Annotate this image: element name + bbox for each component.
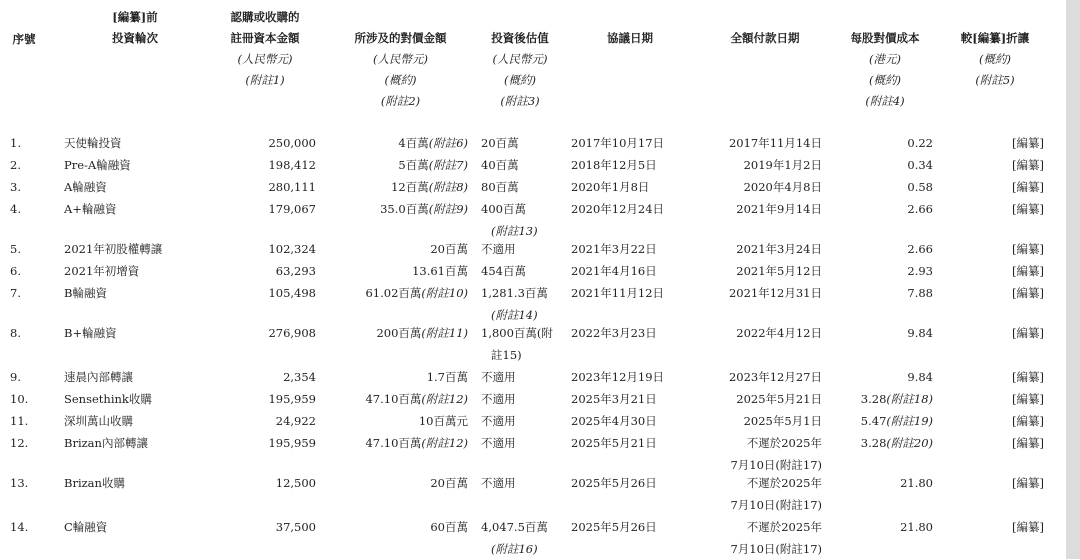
row-seq: 4. [10, 202, 21, 216]
cost-value: 3.28 [860, 436, 887, 450]
row-round: B輪融資 [64, 286, 107, 300]
row-seq: 1. [10, 136, 21, 150]
header-line: (概約) [979, 52, 1011, 66]
row-consideration [330, 472, 468, 494]
cost-value: 5.47 [860, 414, 887, 428]
row-round: C輪融資 [64, 520, 108, 534]
row-agreement-date: 2020年1月8日 [571, 180, 650, 194]
row-cost-per-share [820, 322, 933, 344]
cost-value: 2.66 [907, 202, 933, 216]
row-discount: [編纂] [1012, 392, 1044, 406]
row-agreement-date: 2025年5月21日 [571, 436, 657, 450]
row-discount: [編纂] [1012, 264, 1044, 278]
row-round: A輪融資 [64, 180, 107, 194]
header-consideration [333, 28, 468, 112]
consideration-value: 5百萬 [398, 158, 429, 172]
header-line: 全額付款日期 [730, 31, 800, 45]
cost-value: 2.66 [907, 242, 933, 256]
row-valuation: (附註16) [491, 542, 538, 556]
header-line: (人民幣元) [237, 52, 293, 66]
row-agreement-date: 2020年12月24日 [571, 202, 665, 216]
cost-note: (附註18) [886, 392, 933, 406]
row-valuation: 454百萬 [481, 264, 526, 278]
header-line: (附註3) [500, 94, 540, 108]
consideration-note: (附註7) [428, 158, 468, 172]
row-payment-date: 不遲於2025年 [746, 436, 822, 450]
row-capital: 12,500 [275, 476, 316, 490]
header-line: 所涉及的對價金額 [354, 31, 447, 45]
row-payment-date: 7月10日(附註17) [730, 458, 822, 472]
row-consideration [330, 516, 468, 538]
cost-value: 3.28 [860, 392, 887, 406]
row-agreement-date: 2025年5月26日 [571, 520, 657, 534]
row-agreement-date: 2021年3月22日 [571, 242, 657, 256]
row-consideration [330, 432, 468, 454]
row-consideration [330, 260, 468, 282]
row-discount: [編纂] [1012, 158, 1044, 172]
header-line: (人民幣元) [373, 52, 428, 66]
row-agreement-date: 2017年10月17日 [571, 136, 665, 150]
row-consideration [330, 322, 468, 344]
row-consideration [330, 238, 468, 260]
consideration-note: (附註12) [421, 436, 468, 450]
row-round: Sensethink收購 [64, 392, 152, 406]
row-agreement-date: 2025年4月30日 [571, 414, 657, 428]
row-seq: 8. [10, 326, 21, 340]
consideration-value: 35.0百萬 [380, 202, 429, 216]
row-round: 天使輪投資 [64, 136, 122, 150]
row-round: Brizan收購 [64, 476, 125, 490]
cost-note: (附註20) [886, 436, 933, 450]
header-line: (附註5) [975, 73, 1015, 87]
row-valuation: 不適用 [481, 436, 516, 450]
row-round: A+輪融資 [64, 202, 117, 216]
row-cost-per-share [820, 154, 933, 176]
consideration-value: 10百萬元 [418, 414, 468, 428]
row-consideration [330, 410, 468, 432]
row-valuation: 註15) [491, 348, 522, 362]
cost-value: 7.88 [907, 286, 933, 300]
row-valuation: (附註13) [491, 224, 538, 238]
row-cost-per-share [820, 366, 933, 388]
row-seq: 12. [10, 436, 29, 450]
header-line: (概約) [504, 73, 536, 87]
row-round: B+輪融資 [64, 326, 117, 340]
row-valuation: 1,281.3百萬 [481, 286, 548, 300]
cost-value: 0.34 [907, 158, 933, 172]
consideration-value: 12百萬 [391, 180, 429, 194]
row-cost-per-share [820, 472, 933, 494]
row-discount: [編纂] [1012, 414, 1044, 428]
row-capital: 2,354 [283, 370, 316, 384]
header-line: (附註4) [865, 94, 905, 108]
row-capital: 24,922 [275, 414, 316, 428]
row-valuation: 80百萬 [481, 180, 519, 194]
row-valuation: 不適用 [481, 242, 516, 256]
header-cost [830, 28, 940, 112]
page-edge [1066, 0, 1080, 559]
row-consideration [330, 154, 468, 176]
row-seq: 3. [10, 180, 21, 194]
row-seq: 6. [10, 264, 21, 278]
row-round: 2021年初增資 [64, 264, 140, 278]
cost-value: 9.84 [907, 370, 933, 384]
row-agreement-date: 2018年12月5日 [571, 158, 657, 172]
row-discount: [編纂] [1012, 286, 1044, 300]
header-line: 序號 [12, 32, 36, 46]
consideration-value: 61.02百萬 [365, 286, 422, 300]
cost-value: 21.80 [900, 520, 933, 534]
cost-value: 0.58 [907, 180, 933, 194]
row-agreement-date: 2021年11月12日 [571, 286, 665, 300]
header-line: 註冊資本金額 [230, 31, 300, 45]
row-seq: 14. [10, 520, 29, 534]
cost-value: 0.22 [907, 136, 933, 150]
row-payment-date: 2025年5月21日 [736, 392, 822, 406]
consideration-value: 200百萬 [376, 326, 422, 340]
consideration-value: 13.61百萬 [412, 264, 468, 278]
row-round: 速晨內部轉讓 [64, 370, 133, 384]
row-payment-date: 2019年1月2日 [743, 158, 822, 172]
row-cost-per-share [820, 132, 933, 154]
row-capital: 276,908 [268, 326, 316, 340]
row-cost-per-share [820, 388, 933, 410]
row-consideration [330, 366, 468, 388]
row-payment-date: 7月10日(附註17) [730, 542, 822, 556]
row-cost-per-share [820, 410, 933, 432]
row-consideration [330, 132, 468, 154]
row-cost-per-share [820, 432, 933, 454]
row-capital: 179,067 [268, 202, 316, 216]
row-cost-per-share [820, 282, 933, 304]
consideration-note: (附註11) [421, 326, 468, 340]
row-discount: [編纂] [1012, 436, 1044, 450]
cost-value: 9.84 [907, 326, 933, 340]
consideration-value: 20百萬 [430, 242, 468, 256]
row-seq: 5. [10, 242, 21, 256]
row-consideration [330, 176, 468, 198]
row-valuation: 不適用 [481, 370, 516, 384]
row-discount: [編纂] [1012, 520, 1044, 534]
row-payment-date: 2021年5月12日 [736, 264, 822, 278]
header-line: (概約) [384, 73, 417, 87]
header-payment-date [715, 28, 815, 49]
row-cost-per-share [820, 176, 933, 198]
row-cost-per-share [820, 238, 933, 260]
row-valuation: 4,047.5百萬 [481, 520, 548, 534]
header-line: (附註1) [245, 73, 285, 87]
row-cost-per-share [820, 260, 933, 282]
row-round: Brizan內部轉讓 [64, 436, 148, 450]
header-capital [205, 7, 325, 91]
row-valuation: (附註14) [491, 308, 538, 322]
row-round: Pre-A輪融資 [64, 158, 131, 172]
row-payment-date: 不遲於2025年 [746, 476, 822, 490]
row-capital: 63,293 [275, 264, 316, 278]
header-line: (概約) [869, 73, 901, 87]
row-capital: 280,111 [268, 180, 316, 194]
row-seq: 10. [10, 392, 29, 406]
row-payment-date: 不遲於2025年 [746, 520, 822, 534]
row-valuation: 1,800百萬(附 [481, 326, 553, 340]
consideration-value: 1.7百萬 [426, 370, 468, 384]
row-capital: 37,500 [275, 520, 316, 534]
header-discount [945, 28, 1045, 91]
consideration-note: (附註12) [421, 392, 468, 406]
header-line: (附註2) [380, 94, 421, 108]
row-payment-date: 2017年11月14日 [728, 136, 822, 150]
row-round: 2021年初股權轉讓 [64, 242, 163, 256]
consideration-value: 60百萬 [430, 520, 468, 534]
row-payment-date: 2021年9月14日 [736, 202, 822, 216]
row-capital: 198,412 [268, 158, 316, 172]
header-valuation [480, 28, 560, 112]
header-line: 每股對價成本 [850, 31, 920, 45]
header-line: (人民幣元) [492, 52, 548, 66]
row-payment-date: 2021年12月31日 [728, 286, 822, 300]
row-cost-per-share [820, 198, 933, 220]
row-payment-date: 7月10日(附註17) [730, 498, 822, 512]
row-capital: 195,959 [268, 392, 316, 406]
cost-value: 21.80 [900, 476, 933, 490]
cost-value: 2.93 [907, 264, 933, 278]
row-discount: [編纂] [1012, 242, 1044, 256]
row-payment-date: 2025年5月1日 [743, 414, 822, 428]
header-round [80, 7, 190, 49]
row-capital: 105,498 [268, 286, 316, 300]
consideration-value: 20百萬 [430, 476, 468, 490]
header-line: 認購或收購的 [230, 10, 300, 24]
row-discount: [編纂] [1012, 326, 1044, 340]
row-agreement-date: 2022年3月23日 [571, 326, 657, 340]
row-seq: 11. [10, 414, 29, 428]
consideration-note: (附註9) [428, 202, 468, 216]
row-consideration [330, 198, 468, 220]
row-cost-per-share [820, 516, 933, 538]
row-discount: [編纂] [1012, 202, 1044, 216]
row-round: 深圳萬山收購 [64, 414, 133, 428]
header-agreement-date [580, 28, 680, 49]
row-payment-date: 2022年4月12日 [736, 326, 822, 340]
row-valuation: 不適用 [481, 476, 516, 490]
consideration-value: 4百萬 [398, 136, 429, 150]
header-line: 較[編纂]折讓 [960, 31, 1030, 45]
header-line: 投資後估值 [491, 31, 549, 45]
header-line: 協議日期 [607, 31, 653, 45]
consideration-note: (附註6) [428, 136, 468, 150]
row-payment-date: 2021年3月24日 [736, 242, 822, 256]
row-valuation: 不適用 [481, 414, 516, 428]
row-payment-date: 2023年12月27日 [728, 370, 822, 384]
header-seq [0, 29, 48, 50]
row-discount: [編纂] [1012, 476, 1044, 490]
row-seq: 2. [10, 158, 21, 172]
row-capital: 102,324 [268, 242, 316, 256]
consideration-note: (附註10) [421, 286, 468, 300]
header-line: 投資輪次 [112, 31, 158, 45]
row-payment-date: 2020年4月8日 [743, 180, 822, 194]
row-consideration [330, 282, 468, 304]
header-line: (港元) [869, 52, 901, 66]
row-discount: [編纂] [1012, 136, 1044, 150]
row-agreement-date: 2023年12月19日 [571, 370, 665, 384]
header-line: [編纂]前 [112, 10, 158, 24]
row-seq: 7. [10, 286, 21, 300]
consideration-value: 47.10百萬 [365, 392, 422, 406]
cost-note: (附註19) [886, 414, 933, 428]
consideration-value: 47.10百萬 [365, 436, 422, 450]
row-discount: [編纂] [1012, 180, 1044, 194]
consideration-note: (附註8) [428, 180, 468, 194]
row-valuation: 20百萬 [481, 136, 519, 150]
row-consideration [330, 388, 468, 410]
row-agreement-date: 2025年5月26日 [571, 476, 657, 490]
row-valuation: 40百萬 [481, 158, 519, 172]
row-valuation: 400百萬 [481, 202, 526, 216]
row-valuation: 不適用 [481, 392, 516, 406]
row-capital: 250,000 [268, 136, 316, 150]
row-seq: 9. [10, 370, 21, 384]
row-discount: [編纂] [1012, 370, 1044, 384]
row-agreement-date: 2021年4月16日 [571, 264, 657, 278]
row-capital: 195,959 [268, 436, 316, 450]
row-seq: 13. [10, 476, 29, 490]
row-agreement-date: 2025年3月21日 [571, 392, 657, 406]
